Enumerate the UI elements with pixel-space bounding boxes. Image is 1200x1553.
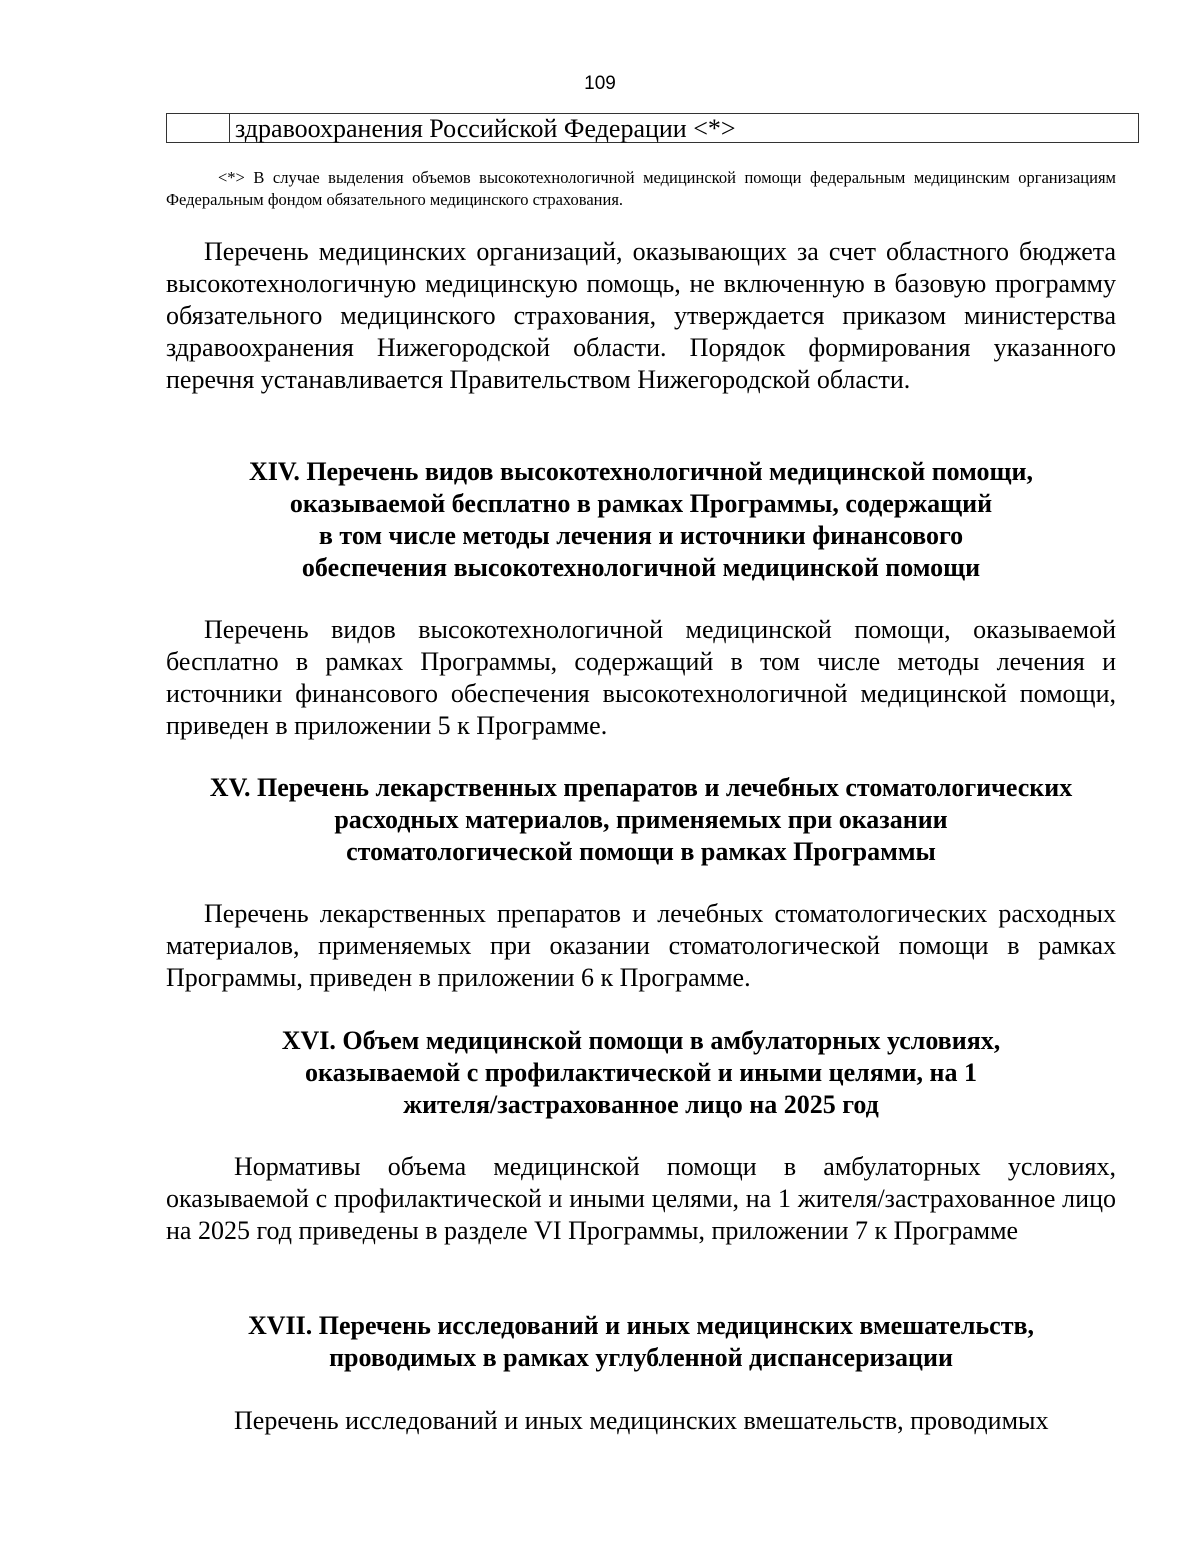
heading-line: стоматологической помощи в рамках Программы	[346, 837, 936, 866]
table-cell-text: здравоохранения Российской Федерации <*>	[235, 114, 736, 143]
section-text-xvii: Перечень исследований и иных медицинских вмешательств, проводимых	[234, 1406, 1049, 1435]
heading-line: XVI. Объем медицинской помощи в амбулаторных условиях,	[281, 1026, 1001, 1055]
heading-line: XIV. Перечень видов высокотехнологичной медицинской помощи,	[249, 457, 1033, 486]
table-cell-empty	[167, 114, 230, 142]
heading-line: расходных материалов, применяемых при оказании	[334, 805, 948, 834]
page-number: 109	[584, 73, 616, 94]
heading-line: в том числе методы лечения и источники финансового	[318, 521, 964, 550]
heading-line: проводимых в рамках углубленной диспансеризации	[329, 1343, 953, 1372]
section-heading-xvi	[166, 1025, 1116, 1121]
heading-line: XVII. Перечень исследований и иных медицинских вмешательств,	[247, 1311, 1035, 1340]
section-heading-xvii	[166, 1310, 1116, 1374]
paragraph-hitech-organizations: Перечень медицинских организаций, оказывающих за счет областного бюджета высокотехнологичную медицинскую помощь, не включенную в базовую программу обязательного медицинского страхования, утверждается приказом министерства здравоохранения Нижегородской области. Порядок формирования указанного перечня устанавливается Правительством Нижегородской области.	[166, 237, 1116, 394]
heading-line: жителя/застрахованное лицо на 2025 год	[403, 1090, 879, 1119]
section-heading-xv	[166, 772, 1116, 868]
footnote: <*> В случае выделения объемов высокотехнологичной медицинской помощи федеральным медицинским организациям Федеральным фондом обязательного медицинского страхования.	[166, 168, 1116, 209]
section-heading-xiv	[166, 456, 1116, 584]
heading-line: XV. Перечень лекарственных препаратов и лечебных стоматологических	[209, 773, 1073, 802]
heading-line: оказываемой бесплатно в рамках Программы, содержащий	[289, 489, 993, 518]
section-text-xvi: Нормативы объема медицинской помощи в амбулаторных условиях, оказываемой с профилактической и иными целями, на 1 жителя/застрахованное лицо на 2025 год приведены в разделе VI Программы, приложении 7 к Программе	[166, 1152, 1116, 1245]
section-text-xiv: Перечень видов высокотехнологичной медицинской помощи, оказываемой бесплатно в рамках Программы, содержащий в том числе методы лечения и источники финансового обеспечения высокотехнологичной медицинской помощи, приведен в приложении 5 к Программе.	[166, 615, 1116, 740]
heading-line: обеспечения высокотехнологичной медицинской помощи	[301, 553, 981, 582]
heading-line: оказываемой с профилактической и иными целями, на 1	[305, 1058, 977, 1087]
section-text-xv: Перечень лекарственных препаратов и лечебных стоматологических расходных материалов, применяемых при оказании стоматологической помощи в рамках Программы, приведен в приложении 6 к Программе.	[166, 899, 1116, 992]
continued-table-row	[166, 113, 1139, 143]
